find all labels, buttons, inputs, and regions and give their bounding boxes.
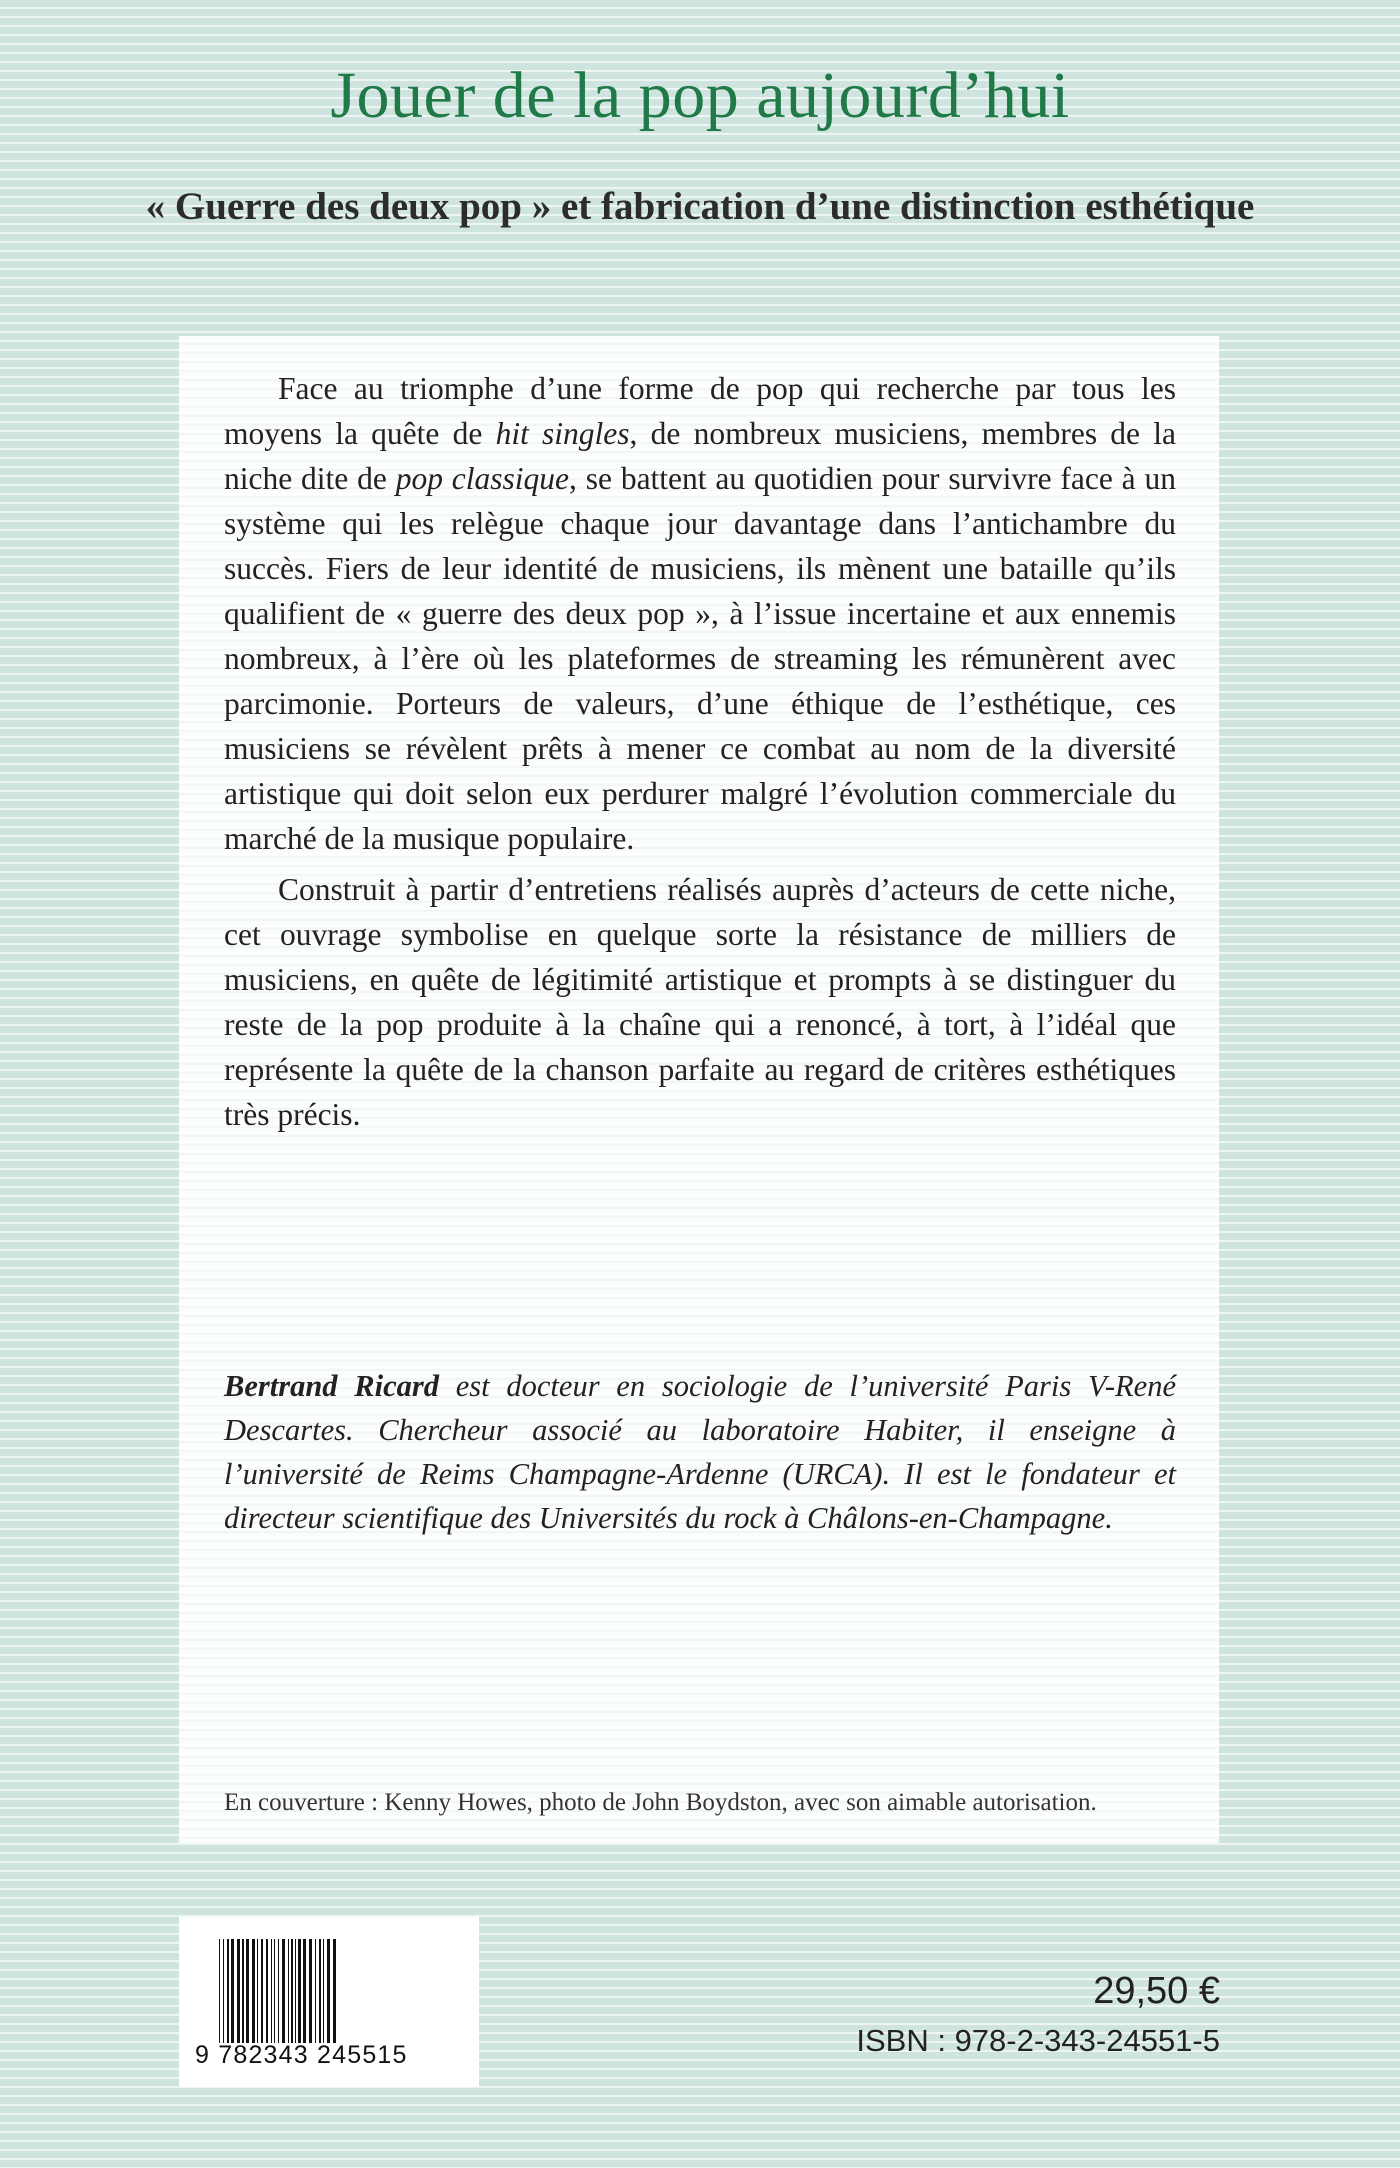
summary-text: [224, 366, 1176, 1143]
summary-p1-hit-singles: hit singles: [495, 416, 630, 451]
summary-paragraph-2: Construit à partir d’entretiens réalisés auprès d’acteurs de cette niche, cet ouvrage symbolise en quelque sorte la résistance de milliers de musiciens, en quête de légitimité artistique et prompts à se distinguer du reste de la pop produite à la chaîne qui a renoncé, à tort, à l’idéal que représente la quête de la chanson parfaite au regard de critères esthétiques très précis.: [224, 872, 1176, 1132]
isbn: ISBN : 978-2-343-24551-5: [856, 2023, 1220, 2058]
barcode: [179, 1917, 479, 2087]
barcode-bar: [298, 1939, 301, 2043]
barcode-bar: [237, 1939, 240, 2043]
barcode-bar: [323, 1939, 324, 2043]
summary-paragraph-1: [224, 366, 1176, 861]
barcode-bar: [278, 1939, 279, 2043]
summary-p1-part-3: , se battent au quotidien pour survivre face à un système qui les relègue chaque jour davantage dans l’antichambre du succès. Fiers de leur identité de musiciens, ils mènent une bataille qu’ils qualifient de « guerre des deux pop », à l’issue incertaine et aux ennemis nombreux, à l’ère où les plateformes de streaming les rémunèrent avec parcimonie. Porteurs de valeurs, d’une éthique de l’esthétique, ces musiciens se révèlent prêts à mener ce combat au nom de la diversité artistique qui doit selon eux perdurer malgré l’évolution commerciale du marché de la musique populaire.: [224, 461, 1176, 856]
barcode-bar: [288, 1939, 289, 2043]
barcode-bar: [333, 1939, 336, 2043]
price: 29,50 €: [1093, 1970, 1220, 2012]
barcode-graphic: [217, 1939, 457, 2043]
barcode-bar: [319, 1939, 321, 2043]
barcode-digits: 9 782343 245515: [195, 2041, 408, 2069]
barcode-bar: [252, 1939, 255, 2043]
author-bio: [224, 1364, 1176, 1540]
book-subtitle: « Guerre des deux pop » et fabrication d’une distinction esthétique: [145, 185, 1255, 228]
barcode-bar: [303, 1939, 306, 2043]
barcode-bar: [295, 1939, 296, 2043]
author-bio-text: est docteur en sociologie de l’université Paris V-René Descartes. Chercheur associé au laboratoire Habiter, il enseigne à l’université de Reims Champagne-Ardenne (URCA). Il est le fondateur et directeur scientifique des Universités du rock à Châlons-en-Champagne.: [224, 1369, 1177, 1535]
barcode-bar: [274, 1939, 275, 2043]
barcode-bar: [227, 1939, 229, 2043]
barcode-bar: [271, 1939, 272, 2043]
barcode-bar: [257, 1939, 258, 2043]
cover-credit: En couverture : Kenny Howes, photo de John Boydston, avec son aimable autorisation.: [224, 1789, 1097, 1816]
barcode-bars: [217, 1939, 457, 2043]
summary-p1-part-1: Face au triomphe d’une forme de pop qui recherche par tous les moyens la quête de: [224, 371, 1176, 451]
barcode-bar: [315, 1939, 316, 2043]
barcode-bar: [231, 1939, 234, 2043]
barcode-bar: [242, 1939, 244, 2043]
barcode-bar: [282, 1939, 285, 2043]
barcode-bar: [261, 1939, 263, 2043]
summary-p1-pop-classique: pop classique: [395, 461, 570, 496]
book-title: Jouer de la pop aujourd’hui: [330, 59, 1070, 132]
summary-p1-part-2: , de nombreux musiciens, membres de la niche dite de: [224, 416, 1176, 496]
barcode-bar: [309, 1939, 312, 2043]
barcode-bar: [327, 1939, 330, 2043]
barcode-bar: [223, 1939, 224, 2043]
barcode-bar: [266, 1939, 268, 2043]
barcode-bar: [246, 1939, 249, 2043]
barcode-bar: [219, 1939, 220, 2043]
barcode-bar: [291, 1939, 293, 2043]
author-name: Bertrand Ricard: [224, 1369, 440, 1403]
